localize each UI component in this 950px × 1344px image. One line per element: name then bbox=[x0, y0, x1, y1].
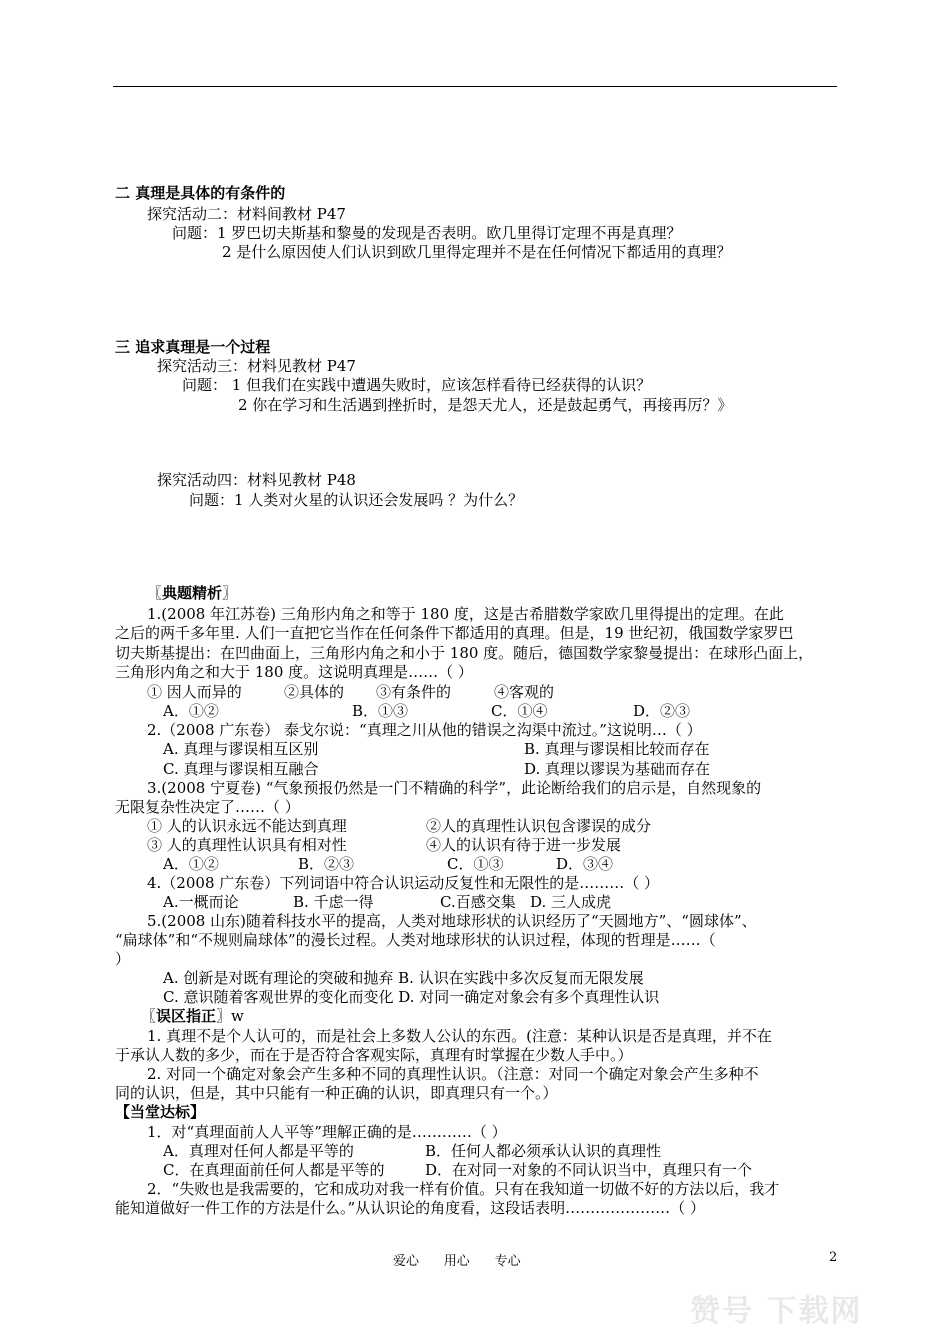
problem-1-line-4: 三角形内角之和大于 180 度。这说明真理是……（ ） bbox=[115, 663, 473, 681]
problem-3-line-2: 无限复杂性决定了……（ ） bbox=[115, 798, 300, 816]
problem-3-line-1: 3.(2008 宁夏卷) “气象预报仍然是一门不精确的科学”，此论断给我们的启示是，自然现象的 bbox=[147, 779, 762, 797]
problem-3-item-4: ④人的认识有待于进一步发展 bbox=[426, 836, 622, 854]
problem-3-item-3: ③ 人的真理性认识具有相对性 bbox=[147, 836, 347, 854]
problem-4-option-d: D. 三人成虎 bbox=[530, 893, 612, 911]
problem-1-option-a: A．①② bbox=[163, 702, 219, 720]
problem-4-option-a: A.一概而论 bbox=[163, 893, 239, 911]
activity-3-question-2: 2 你在学习和生活遇到挫折时，是怨天尤人，还是鼓起勇气，再接再厉？》 bbox=[238, 396, 733, 414]
activity-2: 探究活动二：材料间教材 P47 bbox=[147, 205, 346, 223]
wuqu-point-2-line-2: 同的认识，但是，其中只能有一种正确的认识，即真理只有一个。） bbox=[115, 1084, 558, 1102]
problem-4-option-c: C.百感交集 bbox=[440, 893, 516, 911]
problem-5-options-ab: A. 创新是对既有理论的突破和抛弃 B. 认识在实践中多次反复而无限发展 bbox=[163, 969, 644, 987]
section-2-heading: 二 真理是具体的有条件的 bbox=[115, 184, 286, 202]
activity-2-question-1: 问题：1 罗巴切夫斯基和黎曼的发现是否表明。欧几里得订定理不再是真理？ bbox=[172, 224, 682, 242]
problem-1-item-2: ②具体的 bbox=[284, 683, 345, 701]
dangtang-q1-option-c: C．在真理面前任何人都是平等的 bbox=[163, 1161, 385, 1179]
problem-3-item-2: ②人的真理性认识包含谬误的成分 bbox=[426, 817, 652, 835]
problem-2-option-b: B. 真理与谬误相比较而存在 bbox=[524, 740, 710, 758]
problem-5-line-3: ） bbox=[115, 950, 131, 968]
header-rule bbox=[113, 86, 837, 87]
problem-1-line-1: 1.(2008 年江苏卷) 三角形内角之和等于 180 度，这是古希腊数学家欧几里得提出的定理。在此 bbox=[147, 605, 784, 623]
problem-5-line-1: 5.(2008 山东)随着科技水平的提高，人类对地球形状的认识经历了“天圆地方”、“圆球体”、 bbox=[147, 912, 757, 930]
wuqu-title: 〖误区指正〗w bbox=[141, 1007, 244, 1025]
problem-1-option-b: B．①③ bbox=[352, 702, 409, 720]
dangtang-question-2-line-2: 能知道做好一件工作的方法是什么。”从认识论的角度看，这段话表明…………………（ ） bbox=[115, 1199, 705, 1217]
problem-1-option-c: C．①④ bbox=[491, 702, 548, 720]
wuqu-point-1-line-2: 于承认人数的多少，而在于是否符合客观实际，真理有时掌握在少数人手中。） bbox=[115, 1046, 633, 1064]
activity-2-question-2: 2 是什么原因使人们认识到欧几里得定理并不是在任何情况下都适用的真理？ bbox=[222, 243, 732, 261]
problem-3-option-b: B．②③ bbox=[298, 855, 355, 873]
problem-3-option-a: A．①② bbox=[163, 855, 219, 873]
problem-2-option-d: D. 真理以谬误为基础而存在 bbox=[524, 760, 711, 778]
dangtang-q1-option-d: D．在对同一对象的不同认识当中，真理只有一个 bbox=[425, 1161, 753, 1179]
dangtang-q1-option-b: B．任何人都必须承认认识的真理性 bbox=[425, 1142, 662, 1160]
problem-3-item-1: ① 人的认识永远不能达到真理 bbox=[147, 817, 347, 835]
activity-3-question-1: 问题： 1 但我们在实践中遭遇失败时，应该怎样看待已经获得的认识？ bbox=[182, 376, 652, 394]
dangtang-question-1: 1．对“真理面前人人平等”理解正确的是…………（ ） bbox=[147, 1123, 507, 1141]
problem-2-option-c: C. 真理与谬误相互融合 bbox=[163, 760, 319, 778]
problem-5-line-2: “扁球体”和“不规则扁球体”的漫长过程。人类对地球形状的认识过程，体现的哲理是……（ bbox=[115, 931, 716, 949]
activity-4-question: 问题：1 人类对火星的认识还会发展吗 ？为什么？ bbox=[189, 491, 524, 509]
problem-4-option-b: B. 千虑一得 bbox=[293, 893, 374, 911]
problem-3-option-c: C．①③ bbox=[447, 855, 504, 873]
page-number: 2 bbox=[829, 1250, 838, 1265]
dangtang-question-2-line-1: 2．“失败也是我需要的，它和成功对我一样有价值。只有在我知道一切做不好的方法以后，我才 bbox=[147, 1180, 780, 1198]
problem-1-item-1: ① 因人而异的 bbox=[147, 683, 242, 701]
problem-5-options-cd: C. 意识随着客观世界的变化而变化 D. 对同一确定对象会有多个真理性认识 bbox=[163, 988, 660, 1006]
problem-1-option-d: D．②③ bbox=[633, 702, 691, 720]
problem-1-line-2: 之后的两千多年里. 人们一直把它当作在任何条件下都适用的真理。但是，19 世纪初，俄国数学家罗巴 bbox=[115, 624, 794, 642]
dianti-title: 〖典题精析〗 bbox=[147, 584, 238, 602]
problem-1-line-3: 切夫斯基提出：在凹曲面上，三角形内角之和小于 180 度。随后，德国数学家黎曼提出：在球形凸面上， bbox=[115, 644, 814, 662]
site-watermark: 赞号 下载网 bbox=[690, 1294, 863, 1329]
activity-3: 探究活动三：材料见教材 P47 bbox=[157, 357, 356, 375]
wuqu-point-2-line-1: 2. 对同一个确定对象会产生多种不同的真理性认识。（注意：对同一个确定对象会产生多种不 bbox=[147, 1065, 759, 1083]
dangtang-title: 【当堂达标】 bbox=[115, 1103, 206, 1121]
wuqu-point-1-line-1: 1. 真理不是个人认可的，而是社会上多数人公认的东西。(注意：某种认识是否是真理，并不在 bbox=[147, 1027, 772, 1045]
dangtang-q1-option-a: A．真理对任何人都是平等的 bbox=[163, 1142, 354, 1160]
problem-2-option-a: A. 真理与谬误相互区别 bbox=[163, 740, 319, 758]
problem-4-line-1: 4.（2008 广东卷）下列词语中符合认识运动反复性和无限性的是………（ ） bbox=[147, 874, 660, 892]
footer-motto: 爱心 用心 专心 bbox=[393, 1254, 521, 1269]
section-3-heading: 三 追求真理是一个过程 bbox=[115, 338, 271, 356]
activity-4: 探究活动四：材料见教材 P48 bbox=[157, 471, 356, 489]
problem-1-item-3: ③有条件的 bbox=[376, 683, 452, 701]
problem-3-option-d: D．③④ bbox=[556, 855, 614, 873]
problem-2-line-1: 2.（2008 广东卷） 泰戈尔说：“真理之川从他的错误之沟渠中流过。”这说明…（ ） bbox=[147, 721, 702, 739]
problem-1-item-4: ④客观的 bbox=[494, 683, 555, 701]
